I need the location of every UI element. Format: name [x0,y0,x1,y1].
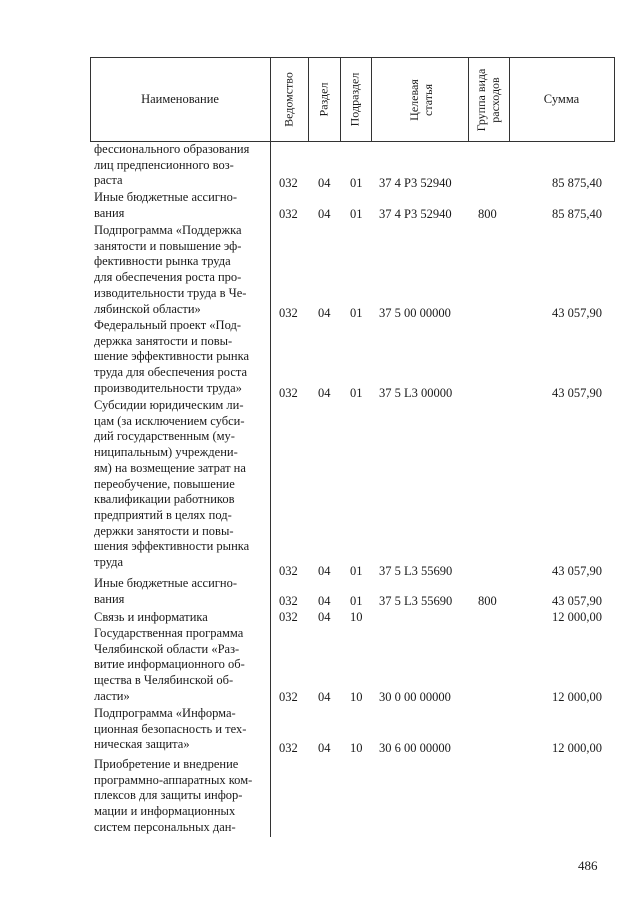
column-divider [308,57,309,142]
cell-razdel: 04 [318,690,331,704]
name-line: витие информационного об- [94,657,245,672]
row-name [94,142,268,189]
cell-razdel: 04 [318,207,331,221]
name-line: Связь и информатика [94,610,208,624]
cell-celevaya: 30 6 00 00000 [379,741,451,755]
cell-celevaya: 37 4 P3 52940 [379,176,452,190]
cell-vedomstvo: 032 [279,690,298,704]
column-divider [468,57,469,142]
cell-vedomstvo: 032 [279,306,298,320]
cell-celevaya: 37 5 L3 55690 [379,594,453,608]
name-line: вания [94,205,125,220]
cell-summa: 43 057,90 [552,594,602,608]
header-name: Наименование [141,92,219,106]
name-line: Подпрограмма «Информа- [94,706,236,720]
cell-celevaya: 30 0 00 00000 [379,690,451,704]
page-number: 486 [578,858,598,873]
cell-celevaya: 37 5 L3 00000 [379,386,453,400]
name-line: шения эффективности рынка [94,539,250,554]
row-name [94,190,268,221]
cell-podrazdel: 01 [350,306,363,320]
name-line: программно-аппаратных ком- [94,772,253,787]
header-vedomstvo: Ведомство [281,72,296,127]
name-line: занятости и повышение эф- [94,238,242,253]
name-line: Иные бюджетные ассигно- [94,576,238,590]
name-line: держки занятости и повы- [94,523,234,538]
cell-celevaya: 37 5 L3 55690 [379,564,453,578]
cell-vedomstvo: 032 [279,207,298,221]
row-name [94,223,268,317]
name-line: Иные бюджетные ассигно- [94,190,238,204]
row-name [94,398,268,571]
name-line: труда для обеспечения роста [94,365,248,380]
cell-podrazdel: 01 [350,207,363,221]
name-line: Федеральный проект «Под- [94,318,241,332]
name-line: Субсидии юридическим ли- [94,398,244,412]
cell-gruppa: 800 [478,207,497,221]
name-line: фективности рынка труда [94,254,231,269]
cell-vedomstvo: 032 [279,176,298,190]
header-celevaya-line1: Целевая [407,79,421,121]
name-line: ническая защита» [94,737,190,752]
header-celevaya-line2: статья [421,84,435,116]
name-line: Приобретение и внедрение [94,757,239,771]
cell-summa: 43 057,90 [552,386,602,400]
cell-vedomstvo: 032 [279,610,298,624]
cell-podrazdel: 01 [350,176,363,190]
row-name [94,626,268,705]
name-line: Подпрограмма «Поддержка [94,223,242,237]
row-name [94,706,268,753]
header-gruppa-line1: Группа вида [474,68,488,132]
name-line: производительности труда» [94,380,242,395]
name-line: раста [94,173,123,188]
cell-podrazdel: 10 [350,610,363,624]
cell-vedomstvo: 032 [279,564,298,578]
cell-summa: 12 000,00 [552,690,602,704]
name-line: систем персональных дан- [94,819,236,834]
cell-podrazdel: 10 [350,690,363,704]
cell-razdel: 04 [318,564,331,578]
name-line: Челябинской области «Раз- [94,641,240,656]
column-divider [614,57,615,142]
name-line: мации и информационных [94,804,236,819]
column-divider [371,57,372,142]
name-line: держка занятости и повы- [94,333,233,348]
cell-podrazdel: 01 [350,564,363,578]
row-name [94,757,268,836]
cell-celevaya: 37 5 00 00000 [379,306,451,320]
name-line: предприятий в целях под- [94,507,232,522]
cell-vedomstvo: 032 [279,741,298,755]
cell-summa: 85 875,40 [552,176,602,190]
cell-celevaya: 37 4 P3 52940 [379,207,452,221]
cell-podrazdel: 01 [350,386,363,400]
name-line: ям) на возмещение затрат на [94,460,246,475]
name-line: вания [94,591,125,606]
cell-summa: 85 875,40 [552,207,602,221]
cell-razdel: 04 [318,386,331,400]
header-gruppa-line2: расходов [488,77,502,123]
row-name [94,318,268,397]
cell-razdel: 04 [318,610,331,624]
name-line: Государственная программа [94,626,244,640]
cell-razdel: 04 [318,176,331,190]
row-name [94,576,268,607]
name-line: дий государственным (му- [94,429,235,444]
name-line: труда [94,555,124,570]
cell-summa: 43 057,90 [552,306,602,320]
name-line: ционная безопасность и тех- [94,721,247,736]
row-name [94,610,268,626]
name-line: изводительности труда в Че- [94,285,247,300]
column-divider [270,57,271,837]
header-celevaya [407,55,435,145]
name-line: для обеспечения роста про- [94,270,242,285]
name-line: шение эффективности рынка [94,349,249,364]
name-line: ласти» [94,688,130,703]
name-line: лиц предпенсионного воз- [94,157,234,172]
name-line: плексов для защиты инфор- [94,788,243,803]
cell-summa: 12 000,00 [552,610,602,624]
cell-vedomstvo: 032 [279,594,298,608]
cell-vedomstvo: 032 [279,386,298,400]
cell-summa: 43 057,90 [552,564,602,578]
header-summa: Сумма [543,92,580,106]
cell-podrazdel: 10 [350,741,363,755]
header-gruppa [474,55,502,145]
name-line: квалификации работников [94,492,235,507]
header-razdel: Раздел [316,82,331,117]
name-line: фессионального образования [94,142,250,156]
cell-razdel: 04 [318,306,331,320]
cell-summa: 12 000,00 [552,741,602,755]
name-line: ниципальным) учреждени- [94,445,238,460]
cell-razdel: 04 [318,741,331,755]
name-line: лябинской области» [94,301,201,316]
cell-razdel: 04 [318,594,331,608]
cell-gruppa: 800 [478,594,497,608]
name-line: переобучение, повышение [94,476,235,491]
name-line: щества в Челябинской об- [94,673,234,688]
name-line: цам (за исключением субси- [94,413,245,428]
cell-podrazdel: 01 [350,594,363,608]
header-podrazdel: Подраздел [347,72,362,127]
column-divider [340,57,341,142]
